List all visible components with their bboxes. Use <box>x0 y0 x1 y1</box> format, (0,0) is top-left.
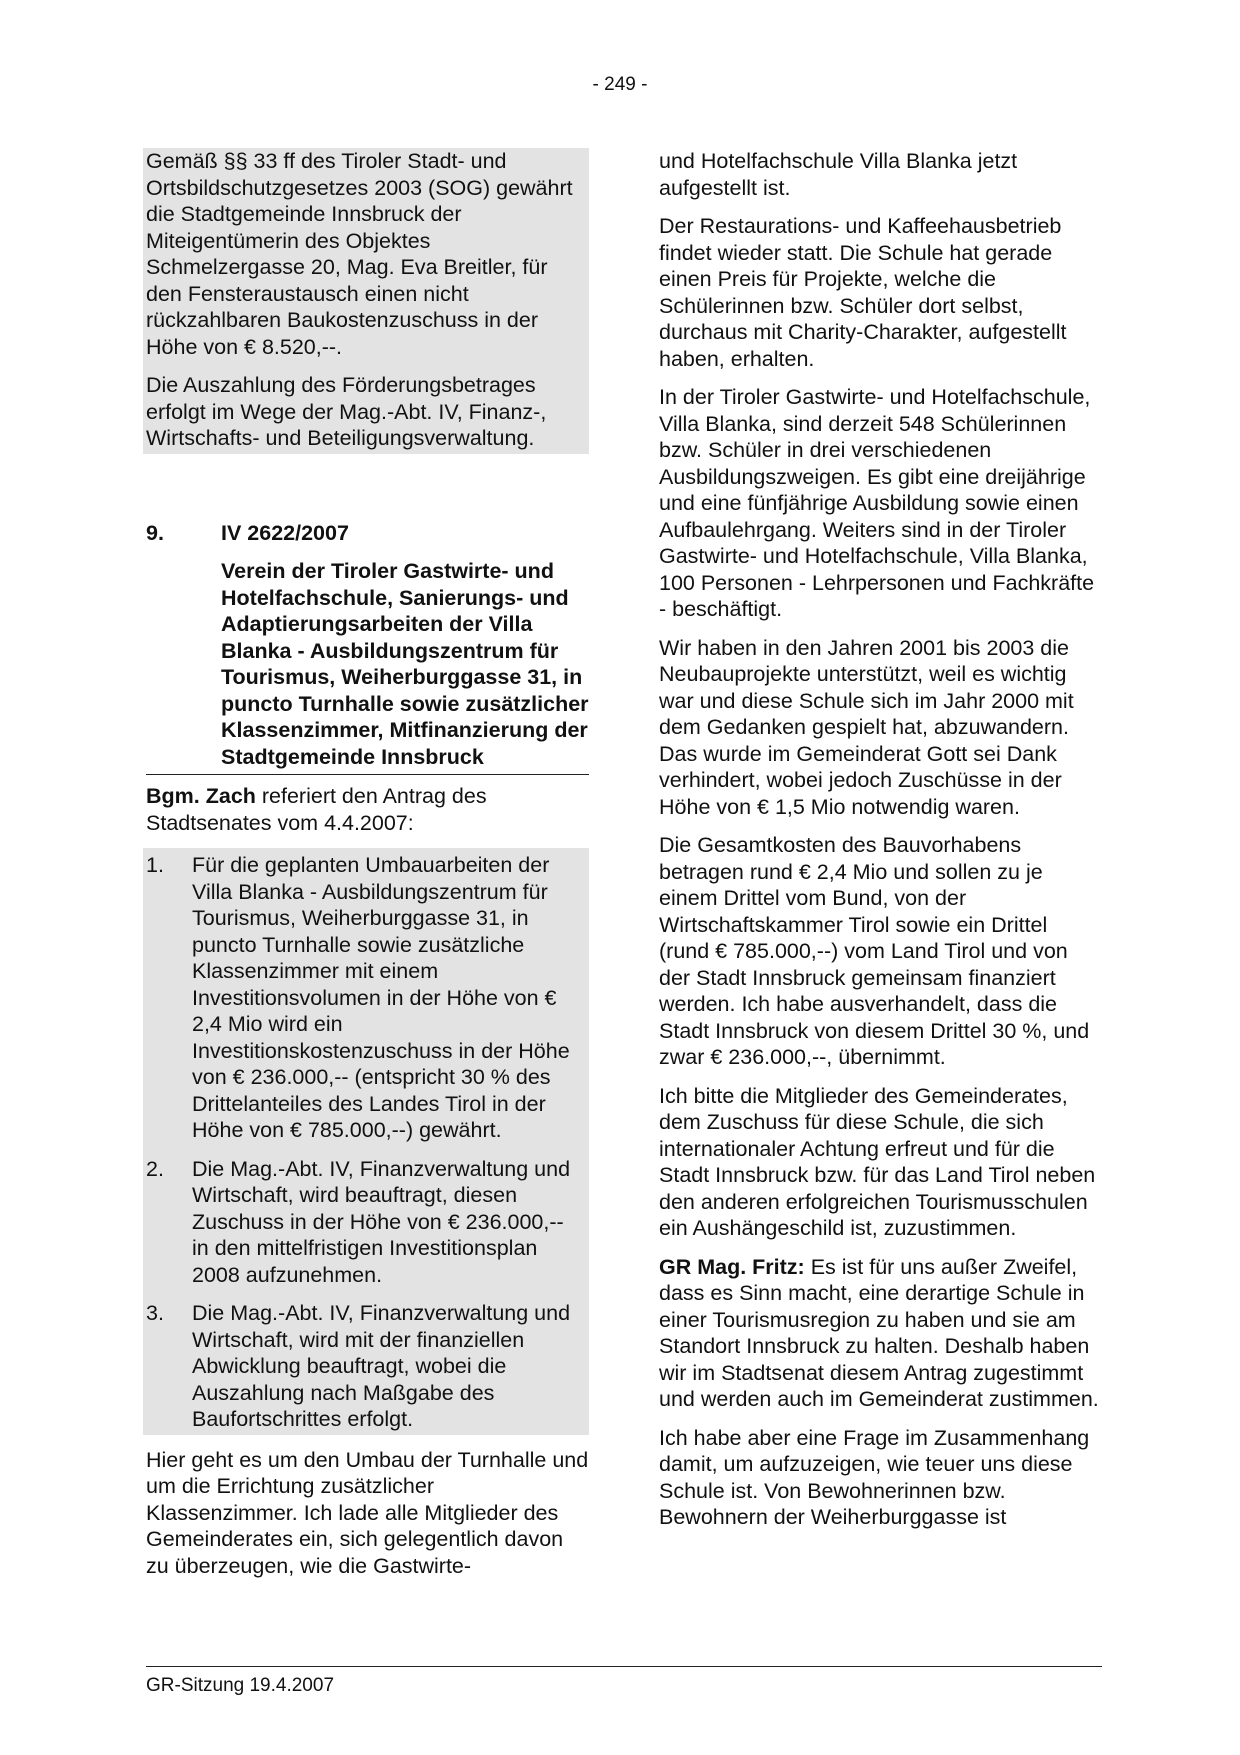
body-paragraph: Wir haben in den Jahren 2001 bis 2003 die Neubauprojekte unterstützt, weil es wichtig war und diese Schule sich im Jahr 2000 mit dem Gedanken gespielt hat, abzuwandern. Das wurde im Gemeinderat Gott sei Dank verhindert, wobei jedoch Zuschüsse in der Höhe von € 1,5 Mio notwendig waren. <box>659 635 1074 819</box>
resolution-number: 1. <box>146 853 164 877</box>
footer-text: GR-Sitzung 19.4.2007 <box>146 1675 335 1696</box>
body-paragraph: In der Tiroler Gastwirte- und Hotelfachschule, Villa Blanka, sind derzeit 548 Schülerinnen bzw. Schüler in drei verschiedenen Ausbildungszweigen. Es gibt eine dreijährige und eine fünfjährige Ausbildung sowie einen Aufbaulehrgang. Weiters sind in der Tiroler Gastwirte- und Hotelfachschule, Villa Blanka, 100 Personen - Lehrpersonen und Fachkräfte - beschäftigt. <box>659 385 1095 621</box>
resolution-number: 2. <box>146 1156 164 1181</box>
body-paragraph: Die Gesamtkosten des Bauvorhabens betragen rund € 2,4 Mio und sollen zu je einem Drittel vom Bund, von der Wirtschaftskammer Tirol sowie ein Drittel (rund € 785.000,--) vom Land Tirol und von der Stadt Innsbruck gemeinsam finanziert werden. Ich habe ausverhandelt, dass die Stadt Innsbruck von diesem Drittel 30 %, und zwar € 236.000,--, übernimmt. <box>659 833 1090 1069</box>
intro-block <box>143 148 589 454</box>
speaker-name: Bgm. Zach <box>146 784 256 808</box>
agenda-item-number: 9. <box>146 520 164 545</box>
agenda-item-title: Verein der Tiroler Gastwirte- und Hotelfachschule, Sanierungs- und Adaptierungsarbeiten der Villa Blanka - Ausbildungszentrum für Tourismus, Weiherburggasse 31, in puncto Turnhalle sowie zusätzlicher Klassenzimmer, Mitfinanzierung der Stadtgemeinde Innsbruck <box>221 559 589 769</box>
resolution-text: Für die geplanten Umbauarbeiten der Villa Blanka - Ausbildungszentrum für Tourismus, Weiherburggasse 31, in puncto Turnhalle sowie zusätzliche Klassenzimmer mit einem Investitionsvolumen in der Höhe von € 2,4 Mio wird ein Investitionskostenzuschuss in der Höhe von € 236.000,-- (entspricht 30 % des Drittelanteiles des Landes Tirol in der Höhe von € 785.000,--) gewährt. <box>192 853 570 1142</box>
resolution-item <box>146 1156 586 1289</box>
resolution-item <box>146 1300 586 1433</box>
agenda-item-header <box>146 520 589 547</box>
report-paragraph <box>146 783 589 836</box>
agenda-item-code: IV 2622/2007 <box>221 520 349 545</box>
statement-text: Es ist für uns außer Zweifel, dass es Sinn macht, eine derartige Schule in einer Tourismusregion zu haben und sie am Standort Innsbruck zu halten. Deshalb haben wir im Stadtsenat diesem Antrag zugestimmt und werden auch im Gemeinderat zustimmen. <box>659 1254 1099 1411</box>
body-paragraph: Ich bitte die Mitglieder des Gemeinderates, dem Zuschuss für diese Schule, die sich internationaler Achtung erfreut und für die Stadt Innsbruck bzw. für das Land Tirol neben den anderen erfolgreichen Tourismusschulen ein Aushängeschild ist, zuzustimmen. <box>659 1083 1096 1240</box>
page-number: - 249 - <box>592 74 648 95</box>
footer-divider <box>146 1666 1102 1667</box>
left-column <box>146 148 589 1591</box>
right-column <box>659 148 1102 1543</box>
body-paragraph: und Hotelfachschule Villa Blanka jetzt aufgestellt ist. <box>659 149 1018 200</box>
intro-paragraph: Gemäß §§ 33 ff des Tiroler Stadt- und Ortsbildschutzgesetzes 2003 (SOG) gewährt die Stadtgemeinde Innsbruck der Miteigentümerin des Objektes Schmelzergasse 20, Mag. Eva Breitler, für den Fensteraustausch einen nicht rückzahlbaren Baukostenzuschuss in der Höhe von € 8.520,--. <box>146 149 573 359</box>
statement-paragraph <box>659 1254 1102 1413</box>
speaker-name: GR Mag. Fritz: <box>659 1254 805 1279</box>
closing-paragraph: Hier geht es um den Umbau der Turnhalle und um die Errichtung zusätzlicher Klassenzimmer. Ich lade alle Mitglieder des Gemeinderates ein, sich gelegentlich davon zu überzeugen, wie die Gastwirte- <box>146 1447 589 1578</box>
report-text: referiert den Antrag des Stadtsenates vom 4.4.2007: <box>146 784 487 835</box>
body-paragraph: Ich habe aber eine Frage im Zusammenhang damit, um aufzuzeigen, wie teuer uns diese Schule ist. Von Bewohnerinnen bzw. Bewohnern der Weiherburggasse ist <box>659 1425 1090 1529</box>
agenda-item-title-block <box>146 558 589 775</box>
resolution-text: Die Mag.-Abt. IV, Finanzverwaltung und Wirtschaft, wird mit der finanziellen Abwicklung beauftragt, wobei die Auszahlung nach Maßgabe des Baufortschrittes erfolgt. <box>192 1301 571 1431</box>
resolution-item <box>146 852 586 1144</box>
resolution-number: 3. <box>146 1301 164 1325</box>
resolution-list <box>143 848 589 1435</box>
resolution-text: Die Mag.-Abt. IV, Finanzverwaltung und Wirtschaft, wird beauftragt, diesen Zuschuss in der Höhe von € 236.000,-- in den mittelfristigen Investitionsplan 2008 aufzunehmen. <box>192 1156 571 1287</box>
intro-paragraph: Die Auszahlung des Förderungsbetrages erfolgt im Wege der Mag.-Abt. IV, Finanz-, Wirtschafts- und Beteiligungsverwaltung. <box>146 373 547 450</box>
body-paragraph: Der Restaurations- und Kaffeehausbetrieb findet wieder statt. Die Schule hat gerade einen Preis für Projekte, welche die Schülerinnen bzw. Schüler dort selbst, durchaus mit Charity-Charakter, aufgestellt haben, erhalten. <box>659 214 1067 371</box>
